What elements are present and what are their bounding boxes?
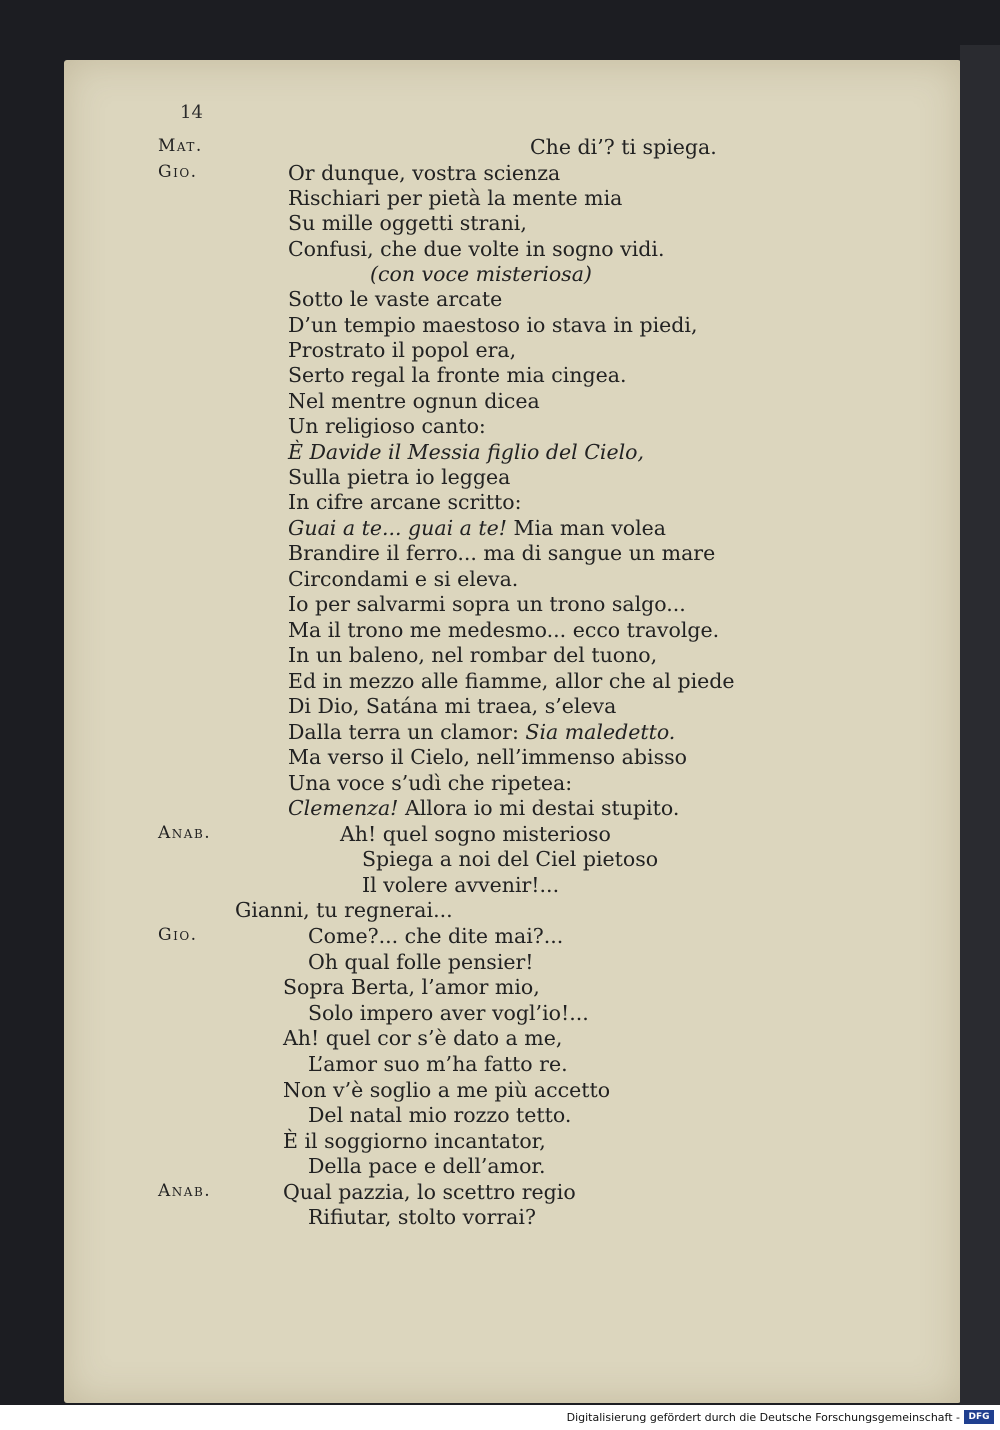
verse-line: Circondami e si eleva. [288, 567, 519, 591]
page-number: 14 [180, 102, 203, 123]
verse-line: Ma verso il Cielo, nell’immenso abisso [288, 745, 687, 769]
verse-line: Sulla pietra io leggea [288, 465, 511, 489]
verse-line: D’un tempio maestoso io stava in piedi, [288, 313, 698, 337]
speaker-label: Mat. [158, 136, 203, 156]
verse-line: Rifiutar, stolto vorrai? [308, 1205, 536, 1229]
verse-line: Che di’? ti spiega. [530, 135, 717, 159]
speaker-label: Anab. [158, 1181, 212, 1201]
verse-line: Gianni, tu regnerai... [235, 898, 453, 922]
verse-line: Confusi, che due volte in sogno vidi. [288, 237, 665, 261]
verse-line: Ah! quel cor s’è dato a me, [283, 1026, 563, 1050]
dfg-logo: DFG [964, 1410, 994, 1424]
verse-line: L’amor suo m’ha fatto re. [308, 1052, 568, 1076]
verse-line: Io per salvarmi sopra un trono salgo... [288, 592, 686, 616]
verse-line: Sotto le vaste arcate [288, 287, 503, 311]
verse-italic: Clemenza! [288, 796, 399, 820]
verse-line: Nel mentre ognun dicea [288, 389, 540, 413]
verse-text: Allora io mi destai stupito. [398, 796, 680, 820]
verse-line: Ma il trono me medesmo... ecco travolge. [288, 618, 720, 642]
verse-line: Solo impero aver vogl’io!... [308, 1001, 589, 1025]
verse-line: Brandire il ferro... ma di sangue un mare [288, 541, 716, 565]
verse-line: Una voce s’udì che ripetea: [288, 771, 573, 795]
verse-line: Prostrato il popol era, [288, 338, 517, 362]
verse-line: Il volere avvenir!... [362, 873, 560, 897]
footer-credit: Digitalisierung gefördert durch die Deutsche Forschungsgemeinschaft - [566, 1411, 960, 1424]
verse-line [288, 795, 679, 821]
speaker-label: Gio. [158, 162, 198, 182]
verse-text: Mia man volea [507, 516, 667, 540]
verse-line: Sopra Berta, l’amor mio, [283, 975, 540, 999]
verse-line: In un baleno, nel rombar del tuono, [288, 643, 658, 667]
speaker-label: Anab. [158, 823, 212, 843]
verse-italic: Sia maledetto. [525, 720, 676, 744]
verse-line: Rischiari per pietà la mente mia [288, 186, 623, 210]
verse-line: In cifre arcane scritto: [288, 490, 522, 514]
verse-line: Ah! quel sogno misterioso [340, 822, 611, 846]
digitization-footer [0, 1405, 1000, 1430]
verse-line [288, 719, 675, 745]
verse-line: Ed in mezzo alle fiamme, allor che al piede [288, 669, 735, 693]
verse-line: Di Dio, Satána mi traea, s’eleva [288, 694, 617, 718]
verse-line: Or dunque, vostra scienza [288, 161, 561, 185]
verse-line [288, 515, 666, 541]
verse-line: Spiega a noi del Ciel pietoso [362, 847, 659, 871]
verse-line: È Davide il Messia figlio del Cielo, [288, 440, 645, 464]
verse-line: Come?... che dite mai?... [308, 924, 564, 948]
verse-line: Serto regal la fronte mia cingea. [288, 363, 627, 387]
verse-italic: Guai a te... guai a te! [288, 516, 508, 540]
verse-line: Qual pazzia, lo scettro regio [283, 1180, 576, 1204]
verse-line: È il soggiorno incantator, [283, 1129, 546, 1153]
verse-line: Della pace e dell’amor. [308, 1154, 546, 1178]
verse-line: Oh qual folle pensier! [308, 950, 534, 974]
book-spine [960, 45, 1000, 1405]
verse-line: Del natal mio rozzo tetto. [308, 1103, 572, 1127]
speaker-label: Gio. [158, 925, 198, 945]
stage-direction: (con voce misteriosa) [370, 262, 592, 286]
verse-text: Dalla terra un clamor: [288, 720, 526, 744]
verse-line: Non v’è soglio a me più accetto [283, 1078, 611, 1102]
verse-line: Un religioso canto: [288, 414, 486, 438]
verse-line: Su mille oggetti strani, [288, 211, 527, 235]
